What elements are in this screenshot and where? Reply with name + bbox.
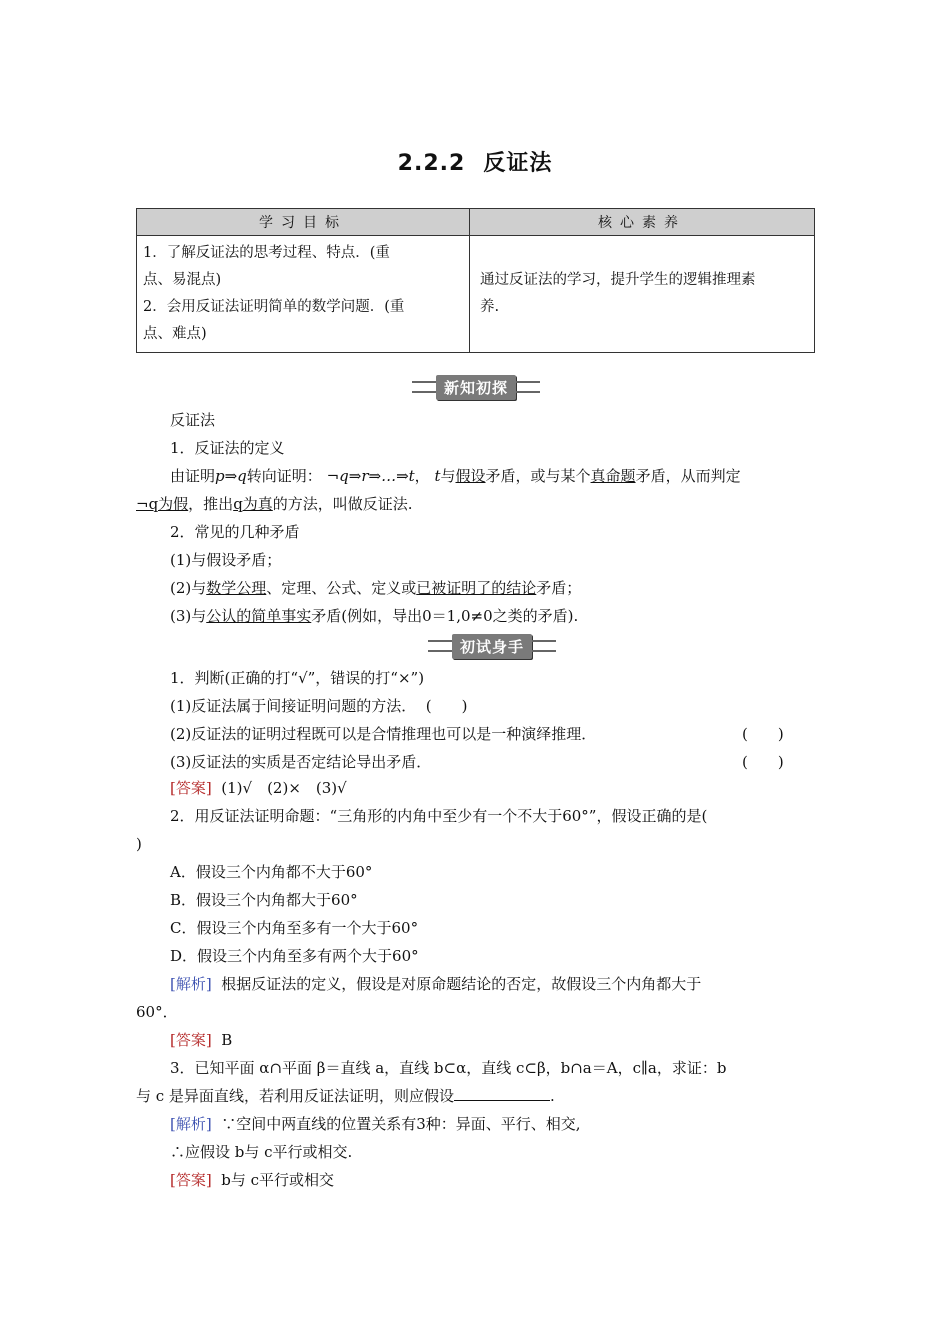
question-1-item: (3)反证法的实质是否定结论导出矛盾． ( ) — [170, 753, 784, 771]
learning-goals-cell — [137, 236, 470, 353]
analysis-line: ∴应假设 b与 c平行或相交. — [170, 1143, 353, 1161]
goals-header-learning: 学习目标 — [137, 209, 470, 236]
definition-title: 1．反证法的定义 — [170, 439, 285, 457]
question-1-item: (1)反证法属于间接证明问题的方法． ( ) — [170, 697, 468, 715]
banner-wing — [532, 640, 556, 652]
subheading: 反证法 — [170, 411, 216, 429]
goals-header-core: 核心素养 — [470, 209, 815, 236]
section-banner-first-try — [428, 634, 556, 658]
question-3: 3．已知平面 α∩平面 β＝直线 a，直线 b⊂α，直线 c⊂β，b∩a＝A，c∥a，求证：b — [170, 1059, 727, 1077]
goal-line: 点、易混点) — [143, 272, 222, 288]
section-number: 2.2.2 — [397, 151, 466, 176]
question-2: 2．用反证法证明命题：“三角形的内角中至少有一个不大于60°”，假设正确的是( — [170, 807, 708, 825]
fill-blank[interactable] — [454, 1086, 550, 1101]
analysis-tag: [解析] — [170, 975, 212, 993]
core-line: 通过反证法的学习，提升学生的逻辑推理素 — [480, 272, 756, 288]
question-3-cont: 与 c 是异面直线，若利用反证法证明，则应假设 . — [136, 1087, 555, 1105]
contradiction-kind: (2)与数学公理、定理、公式、定义或已被证明了的结论矛盾； — [170, 579, 582, 597]
analysis-line: [解析] 根据反证法的定义，假设是对原命题结论的否定，故假设三个内角都大于 — [170, 975, 702, 993]
goal-line: 1．了解反证法的思考过程、特点．(重 — [143, 245, 390, 261]
option-a: A．假设三个内角都不大于60° — [170, 863, 373, 881]
definition-text: 由证明p⇒q转向证明： ¬q⇒r⇒…⇒t， t与假设矛盾，或与某个真命题矛盾，从而判定 — [170, 467, 741, 485]
answer-tag: [答案] — [170, 1031, 212, 1049]
contradiction-kind: (3)与公认的简单事实矛盾(例如，导出0＝1,0≠0之类的矛盾). — [170, 607, 579, 625]
answer-line: [答案] (1)√ (2)× (3)√ — [170, 779, 347, 797]
core-literacy-cell — [470, 236, 815, 353]
question-2-cont: ) — [136, 835, 142, 853]
definition-text-cont: ¬q为假，推出q为真的方法，叫做反证法. — [136, 495, 413, 513]
section-banner-new-knowledge — [412, 375, 540, 399]
analysis-line: [解析] ∵空间中两直线的位置关系有3种：异面、平行、相交, — [170, 1115, 581, 1133]
banner-label: 新知初探 — [436, 375, 516, 400]
banner-wing — [516, 381, 540, 393]
banner-wing — [412, 381, 436, 393]
question-1: 1．判断(正确的打“√”，错误的打“×”) — [170, 669, 425, 687]
banner-label: 初试身手 — [452, 634, 532, 659]
contradiction-kind: (1)与假设矛盾； — [170, 551, 282, 569]
section-title: 反证法 — [483, 151, 553, 176]
question-1-item: (2)反证法的证明过程既可以是合情推理也可以是一种演绎推理． ( ) — [170, 725, 784, 743]
answer-tag: [答案] — [170, 1171, 212, 1189]
goal-line: 2．会用反证法证明简单的数学问题．(重 — [143, 299, 405, 315]
goal-line: 点、难点) — [143, 326, 207, 342]
goals-table — [136, 208, 815, 353]
page-title — [0, 146, 950, 177]
banner-wing — [428, 640, 452, 652]
option-b: B．假设三个内角都大于60° — [170, 891, 358, 909]
option-c: C．假设三个内角至多有一个大于60° — [170, 919, 419, 937]
contradiction-kinds-title: 2．常见的几种矛盾 — [170, 523, 300, 541]
option-d: D．假设三个内角至多有两个大于60° — [170, 947, 419, 965]
analysis-line-cont: 60°． — [136, 1003, 178, 1021]
core-line: 养. — [480, 299, 500, 315]
analysis-tag: [解析] — [170, 1115, 212, 1133]
answer-line: [答案] B — [170, 1031, 233, 1049]
answer-line: [答案] b与 c平行或相交 — [170, 1171, 335, 1189]
answer-tag: [答案] — [170, 779, 212, 797]
